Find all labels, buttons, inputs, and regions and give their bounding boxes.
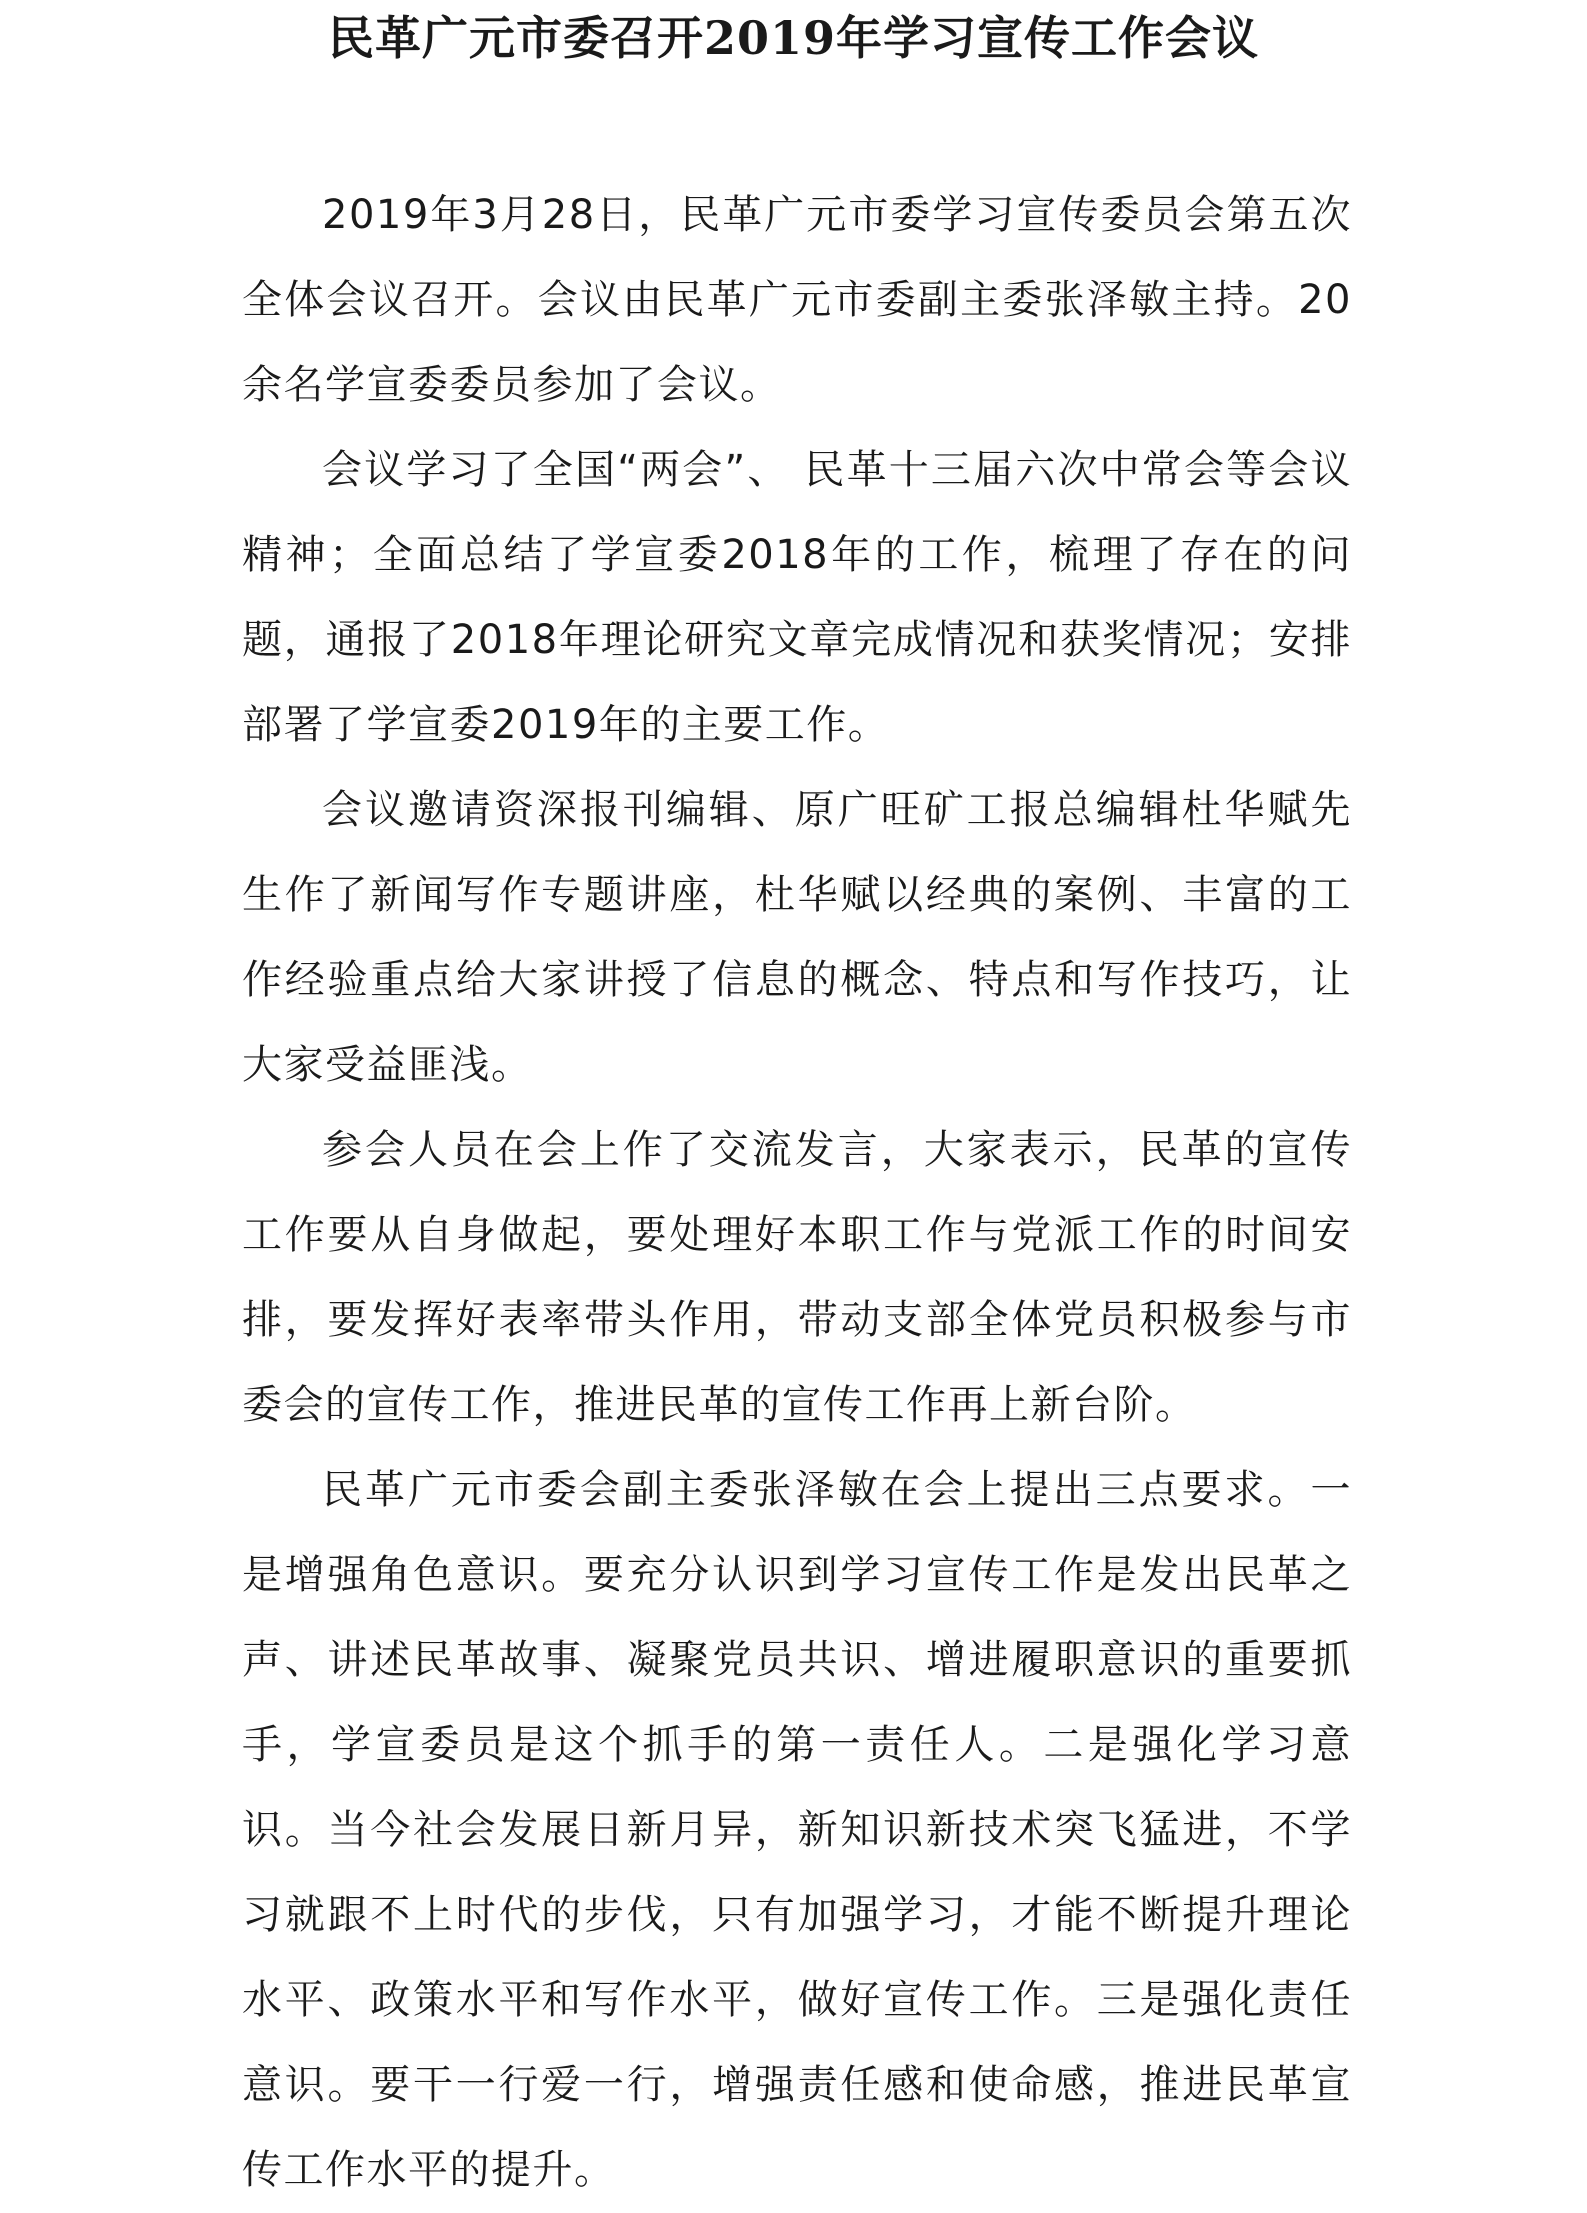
paragraph-5: 民革广元市委会副主委张泽敏在会上提出三点要求。一是增强角色意识。要充分认识到学习宣传工作是发出民革之声、讲述民革故事、凝聚党员共识、增进履职意识的重要抓手，学宣委员是这个抓手的第一责任人。二是强化学习意识。当今社会发展日新月异，新知识新技术突飞猛进，不学习就跟不上时代的步伐，只有加强学习，才能不断提升理论水平、政策水平和写作水平，做好宣传工作。三是强化责任意识。要干一行爱一行，增强责任感和使命感，推进民革宣传工作水平的提升。 (242, 1467, 1352, 2193)
document-title: 民革广元市委召开2019年学习宣传工作会议 (327, 11, 1260, 65)
paragraph-4: 参会人员在会上作了交流发言，大家表示，民革的宣传工作要从自身做起，要处理好本职工作与党派工作的时间安排，要发挥好表率带头作用，带动支部全体党员积极参与市委会的宣传工作，推进民革的宣传工作再上新台阶。 (242, 1127, 1352, 1428)
paragraph-2: 会议学习了全国“两会”、 民革十三届六次中常会等会议精神；全面总结了学宣委2018年的工作，梳理了存在的问题，通报了2018年理论研究文章完成情况和获奖情况；安排部署了学宣委2019年的主要工作。 (242, 447, 1352, 748)
paragraph-1: 2019年3月28日，民革广元市委学习宣传委员会第五次全体会议召开。会议由民革广元市委副主委张泽敏主持。20余名学宣委委员参加了会议。 (242, 192, 1352, 408)
document-body (242, 173, 1352, 2213)
paragraph-3: 会议邀请资深报刊编辑、原广旺矿工报总编辑杜华赋先生作了新闻写作专题讲座，杜华赋以经典的案例、丰富的工作经验重点给大家讲授了信息的概念、特点和写作技巧，让大家受益匪浅。 (242, 787, 1352, 1088)
